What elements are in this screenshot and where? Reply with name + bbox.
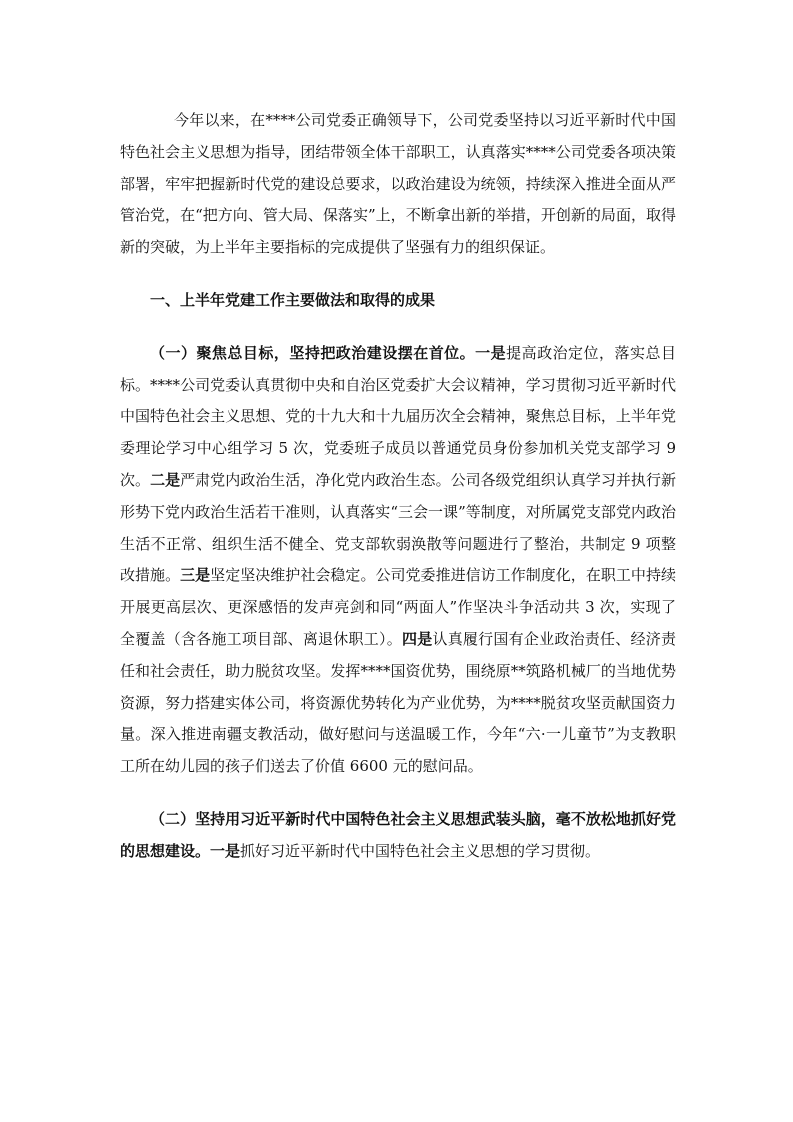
paragraph-gap (120, 264, 676, 285)
paragraph-gap (120, 783, 676, 804)
point-text: 严肃党内政治生活，净化党内政治生态。公司各级党组织认真学习并执行新形势下党内政治生活若干准则，认真落实“三会一课”等制度，对所属党支部党内政治生活不正常、组织生活不健全、党支部软弱涣散等问题进行了整治，共制定 9 项整改措施。 (120, 470, 676, 585)
point-text: 提高政治定位，落实总目标。****公司党委认真贯彻中央和自治区党委扩大会议精神，学习贯彻习近平新时代中国特色社会主义思想、党的十九大和十九届历次全会精神，聚焦总目标，上半年党委理论学习中心组学习 5 次，党委班子成员以普通党员身份参加机关党支部学习 9 次。 (120, 343, 676, 489)
point-text: 抓好习近平新时代中国特色社会主义思想的学习贯彻。 (240, 841, 601, 860)
point-text: 认真履行国有企业政治责任、经济责任和社会责任，助力脱贫攻坚。发挥****国资优势，围绕原**筑路机械厂的当地优势资源，努力搭建实体公司，将资源优势转化为产业优势，为****脱贫攻坚贡献国资力量。深入推进南疆支教活动，做好慰问与送温暖工作，今年“六·一儿童节”为支教职工所在幼儿园的孩子们送去了价值 6600 元的慰问品。 (120, 629, 676, 776)
point-lead: 三是 (180, 566, 211, 585)
subsection-2-title: （二）坚持用习近平新时代中国特色社会主义思想武装头脑，毫不放松地抓好党的思想建设。 (120, 809, 676, 860)
point-lead: 四是 (401, 629, 433, 648)
subsection-2-paragraph (120, 804, 676, 868)
point-lead: 一是 (475, 343, 507, 362)
point-lead: 一是 (210, 841, 241, 860)
subsection-1-title: （一）聚焦总目标，坚持把政治建设摆在首位。 (150, 343, 476, 362)
intro-paragraph: 今年以来，在****公司党委正确领导下，公司党委坚持以习近平新时代中国特色社会主义思想为指导，团结带领全体干部职工，认真落实****公司党委各项决策部署，牢牢把握新时代党的建设总要求，以政治建设为统领，持续深入推进全面从严管治党，在“把方向、管大局、保落实”上，不断拿出新的举措，开创新的局面，取得新的突破，为上半年主要指标的完成提供了坚强有力的组织保证。 (120, 111, 676, 257)
point-text: 坚定坚决维护社会稳定。公司党委推进信访工作制度化，在职工中持续开展更高层次、更深感悟的发声亮剑和同“两面人”作坚决斗争活动共 3 次，实现了全覆盖（含各施工项目部、离退休职工）。 (120, 566, 676, 648)
point-lead: 二是 (150, 470, 181, 489)
section-heading: 一、上半年党建工作主要做法和取得的成果 (150, 290, 436, 309)
paragraph-gap (120, 317, 676, 338)
subsection-1-paragraph (120, 338, 676, 783)
document-page (120, 105, 676, 868)
